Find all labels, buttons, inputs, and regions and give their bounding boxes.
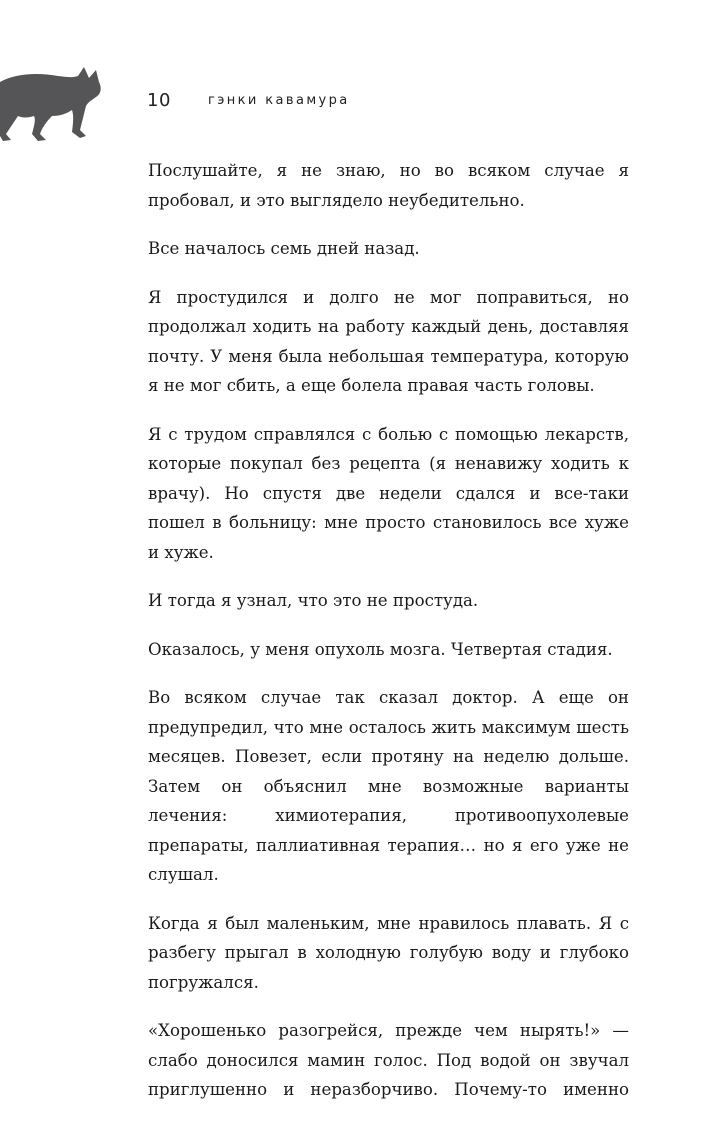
paragraph: Послушайте, я не знаю, но во всяком случае я пробовал, и это выглядело неубедительно. (148, 161, 629, 210)
paragraph: Оказалось, у меня опухоль мозга. Четвертая стадия. (148, 639, 613, 659)
paragraph: Все началось семь дней назад. (148, 239, 420, 258)
body-text (148, 156, 629, 1124)
page-header (147, 90, 649, 118)
running-head-author: гэнки кавамура (208, 93, 350, 108)
paragraph: «Хорошенько разогрейся, прежде чем нырять!» — слабо доносился мамин голос. Под водой он звучал приглушенно и неразборчиво. Почему-то именно (148, 1021, 629, 1099)
paragraph: И тогда я узнал, что это не простуда. (148, 591, 479, 610)
paragraph: Во всяком случае так сказал доктор. А еще он предупредил, что мне осталось жить максимум шесть месяцев. Повезет, если протяну на неделю дольше. Затем он объяснил мне возможные варианты лечения: химиотерапия, противоопухолевые препараты, паллиативная терапия… но я его уже не слушал. (148, 688, 629, 884)
cat-silhouette-icon (0, 66, 108, 144)
page-number: 10 (147, 90, 171, 111)
paragraph: Я с трудом справлялся с болью с помощью лекарств, которые покупал без рецепта (я ненавижу ходить к врачу). Но спустя две недели сдался и все-таки пошел в больницу: мне просто становилось все хуже и хуже. (148, 424, 629, 562)
paragraph: Я простудился и долго не мог поправиться, но продолжал ходить на работу каждый день, доставляя почту. У меня была небольшая температура, которую я не мог сбить, а еще болела правая часть головы. (148, 287, 629, 395)
paragraph: Когда я был маленьким, мне нравилось плавать. Я с разбегу прыгал в холодную голубую воду и глубоко погружался. (148, 913, 629, 992)
